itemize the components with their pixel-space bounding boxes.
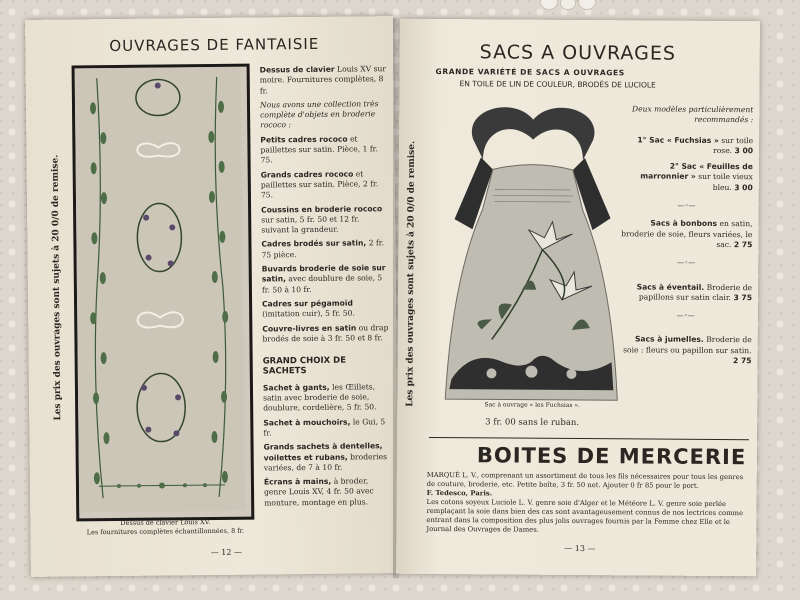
product-item: 1° Sac « Fuchsias » sur toile rose. 3 00 xyxy=(637,135,754,156)
right-page-subtitle-2: EN TOILE DE LIN DE COULEUR, BRODÉS DE LUCIOLE xyxy=(459,79,656,90)
left-side-note-text: Les prix des ouvrages sont sujets à 20 0/0 de remise. xyxy=(50,154,64,421)
separator: —◦— xyxy=(676,311,695,320)
right-text-column xyxy=(619,104,753,372)
caption-line-2: Les fournitures complètes échantillonnées, 8 fr. xyxy=(86,526,245,537)
right-page xyxy=(396,19,760,576)
product-item: Sacs à éventail. Broderie de papillons sur satin clair. 3 75 xyxy=(636,281,753,303)
paragraph: Petits cadres rococo et paillettes sur satin. Pièce, 1 fr. 75. xyxy=(260,134,378,165)
paragraph: Buvards broderie de soie sur satin, avec doublure de soie, 5 fr. 50 à 10 fr. xyxy=(261,263,386,295)
paragraph: Couvre-livres en satin ou drap brodés de soie à 3 fr. 50 et 8 fr. xyxy=(262,322,389,344)
paragraph: Écrans à mains, à broder, genre Louis XV, 4 fr. 50 avec monture, montage en plus. xyxy=(263,476,374,508)
paragraph: Les cotons soyeux Luciole L. V. genre soie d'Alger et le Météore L. V. genre soie perlée remplaçant la soie dans bien des cas sont avantageusement connus de nos lectrices comme entrant dans la composition des plus jolis ouvrages fournis par la Femme chez Elle et le Journal des Ouvrages de Dames. xyxy=(426,497,744,534)
right-page-subtitle: GRANDE VARIÉTÉ DE SACS A OUVRAGES xyxy=(435,67,625,78)
right-page-number: — 13 — xyxy=(564,543,596,554)
paragraph: Cadres brodés sur satin, 2 fr. 75 pièce. xyxy=(261,238,385,260)
paragraph: Coussins en broderie rococo sur satin, 5 fr. 50 et 12 fr. suivant la grandeur. xyxy=(261,203,383,235)
paragraph-italic: Nous avons une collection très complète d'objets en broderie rococo : xyxy=(259,99,379,130)
separator: —◦— xyxy=(677,258,696,268)
left-page-title: OUVRAGES DE FANTAISIE xyxy=(109,34,320,56)
paragraph: Grands cadres rococo et paillettes sur satin. Pièce, 2 fr. 75. xyxy=(260,169,379,200)
work-bag-illustration xyxy=(431,99,633,420)
left-side-note xyxy=(48,138,65,438)
separator: —◦— xyxy=(677,201,696,210)
bag-caption: Sac à ouvrage « les Fuchsias ». xyxy=(484,401,581,410)
boites-heading: BOITES DE MERCERIE xyxy=(476,443,747,470)
paragraph: Dessus de clavier Louis XV sur moire. Fournitures complètes, 8 fr. xyxy=(259,64,387,96)
right-side-note-text: Les prix des ouvrages sont sujets à 20 0/0 de remise. xyxy=(405,140,418,407)
product-item: 2° Sac « Feuilles de marronnier » sur toile vieux bleu. 3 00 xyxy=(640,161,753,192)
embroidery-illustration xyxy=(72,64,255,522)
paragraph: Sachet à mouchoirs, le Gui, 5 fr. xyxy=(263,416,386,438)
product-item: Sacs à bonbons en satin, broderie de soie, fleurs variées, le sac. 2 75 xyxy=(621,218,753,250)
section-rule xyxy=(429,437,749,440)
paragraph: MARQUÉ L. V., comprenant un assortiment de tous les fils nécessaires pour tous les genres de couture, broderie, etc. Petite boîte, 3 fr. 50 net. Ajouter 0 fr 85 pour le port. xyxy=(426,470,744,490)
right-side-note xyxy=(403,109,419,439)
caption-line-1: Dessus de clavier Louis XV. xyxy=(120,518,211,527)
intro-text: Deux modèles particulièrement recommandés : xyxy=(631,104,754,125)
boites-text xyxy=(426,471,752,536)
left-page-number: — 12 — xyxy=(210,547,242,558)
bag-price: 3 fr. 00 sans le ruban. xyxy=(485,417,580,429)
paragraph: F. Tedesco, Paris. xyxy=(426,488,493,498)
right-page-title: SACS A OUVRAGES xyxy=(479,41,677,65)
embroidery-caption xyxy=(70,518,260,538)
paragraph: Sachet à gants, les Œillets, satin avec broderie de soie, doublure, cordelière, 5 fr. 50. xyxy=(262,382,377,413)
sachets-heading: GRAND CHOIX DE SACHETS xyxy=(262,355,347,377)
product-item: Sacs à jumelles. Broderie de soie : fleurs ou papillon sur satin. 2 75 xyxy=(623,334,752,366)
left-page xyxy=(25,16,399,577)
paragraph: Cadres sur pégamoïd (imitation cuir), 5 fr. 50. xyxy=(262,298,355,319)
left-text-column xyxy=(260,64,393,512)
paragraph: Grands sachets à dentelles, voilettes et rubans, broderies variées, de 7 à 10 fr. xyxy=(263,441,388,473)
